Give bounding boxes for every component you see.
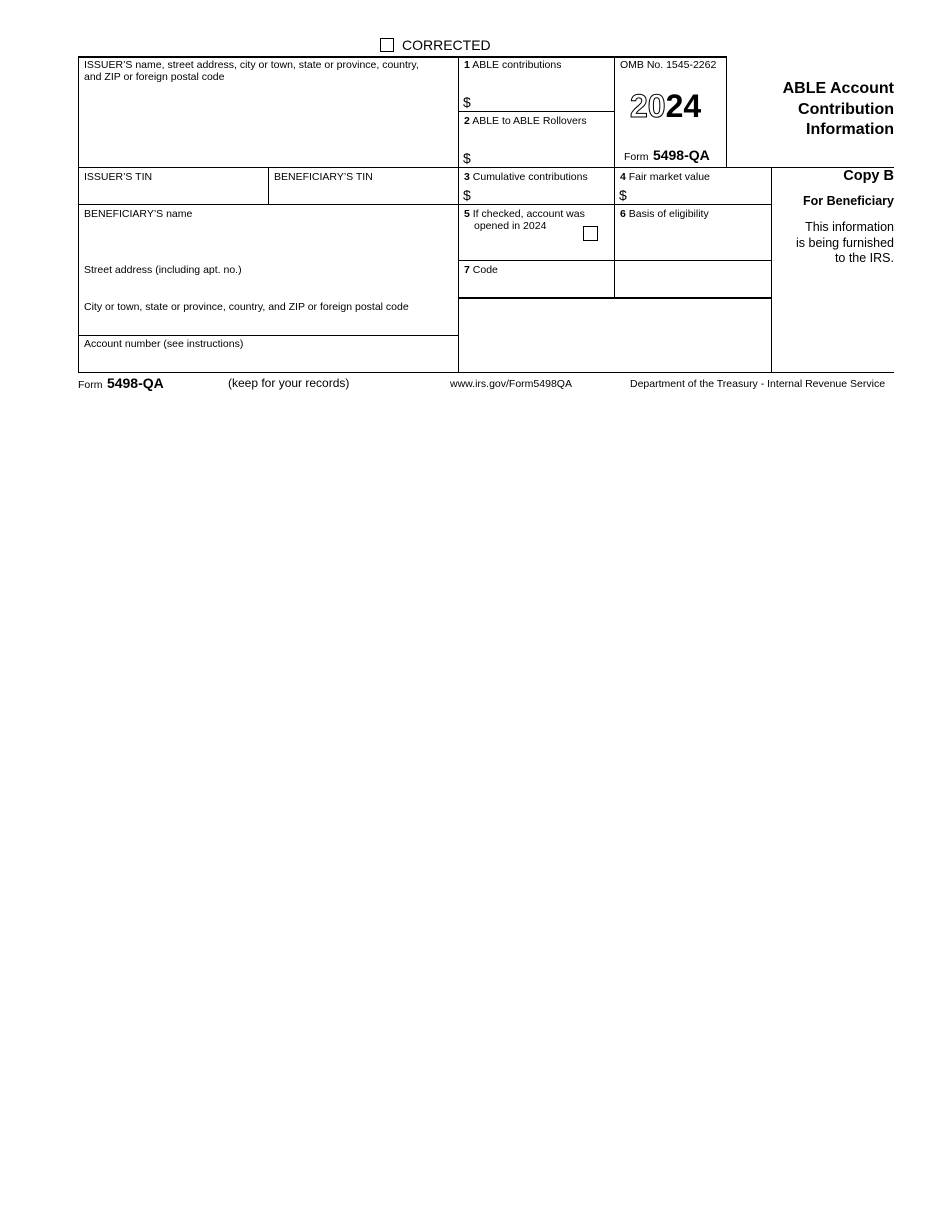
footer-form-number: Form 5498-QA (78, 375, 164, 391)
account-number-label: Account number (see instructions) (84, 338, 244, 350)
box7-label: 7 Code (464, 264, 498, 276)
footer-department: Department of the Treasury - Internal Revenue Service (630, 378, 886, 390)
omb-number: OMB No. 1545-2262 (620, 59, 717, 71)
form-title-line1: ABLE Account (782, 80, 894, 97)
issuer-name-address-label: ISSUER’S name, street address, city or town, state or province, country, (84, 59, 419, 71)
tax-year-outline: 20 (630, 88, 666, 124)
box1-dollar-sign: $ (463, 94, 471, 110)
beneficiary-tin-label: BENEFICIARY’S TIN (274, 171, 373, 183)
copy-b-info: This information is being furnished to the IRS. (796, 220, 894, 265)
box5-label-2: opened in 2024 (474, 220, 547, 232)
corrected-checkbox[interactable] (380, 38, 394, 52)
copy-b-block (776, 167, 894, 267)
form-number-header: Form 5498-QA (624, 147, 710, 163)
corrected-label: CORRECTED (402, 37, 491, 53)
box3-label: 3 Cumulative contributions (464, 171, 588, 183)
footer-url: www.irs.gov/Form5498QA (450, 378, 572, 390)
copy-b-subtitle: For Beneficiary (802, 194, 894, 208)
box2-label: 2 ABLE to ABLE Rollovers (464, 115, 587, 127)
footer-keep-records: (keep for your records) (228, 376, 350, 390)
box4-label: 4 Fair market value (620, 171, 710, 183)
form-title-line3: Information (806, 121, 894, 138)
box1-label: 1 ABLE contributions (464, 59, 562, 71)
tax-year (630, 88, 701, 124)
copy-b-title: Copy B (843, 168, 894, 184)
beneficiary-name-label: BENEFICIARY’S name (84, 208, 193, 220)
box3-dollar-sign: $ (463, 187, 471, 203)
box6-label: 6 Basis of eligibility (620, 208, 709, 220)
tax-year-bold: 24 (665, 88, 702, 124)
form-title-line2: Contribution (798, 100, 894, 118)
box5-label: 5 If checked, account was (464, 208, 585, 220)
box5-opened-checkbox[interactable] (583, 226, 598, 241)
street-address-label: Street address (including apt. no.) (84, 264, 242, 276)
form-title (740, 79, 894, 141)
box2-dollar-sign: $ (463, 150, 471, 166)
box7-extra-field[interactable] (615, 261, 771, 297)
box4-dollar-sign: $ (619, 187, 627, 203)
city-state-zip-label: City or town, state or province, country, and ZIP or foreign postal code (84, 301, 409, 313)
issuer-tin-label: ISSUER’S TIN (84, 171, 153, 183)
issuer-name-address-label-2: and ZIP or foreign postal code (84, 71, 225, 83)
